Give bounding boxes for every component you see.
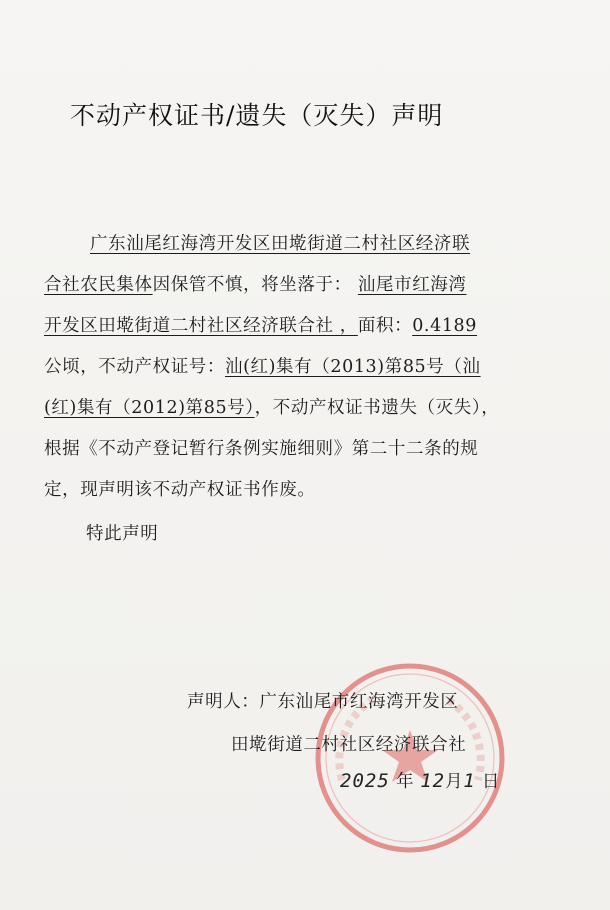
paragraph-line-7: 定，现声明该不动产权证书作废。	[44, 480, 316, 500]
declarant-label: 声明人：	[187, 692, 260, 712]
area-label: 面积：	[357, 316, 413, 336]
date-month: 12	[420, 770, 446, 792]
date-month-unit: 月	[445, 772, 464, 792]
paragraph-line-6: 根据《不动产登记暂行条例实施细则》第二十二条的规	[44, 439, 479, 459]
location-part1: 汕尾市红海湾	[357, 275, 467, 295]
declaration-date	[340, 768, 500, 793]
date-day: 1	[463, 770, 476, 792]
area-value: 0.4189	[412, 316, 478, 336]
text-fragment: ，不动产权证书遗失（灭失），	[254, 398, 500, 418]
declarant-line-2: 田墘街道二村社区经济联合社	[231, 735, 467, 755]
closing-statement: 特此声明	[86, 524, 159, 544]
cert-number-part2: (红)集有（2012)第85号）	[44, 398, 255, 418]
owner-name-part1: 广东汕尾红海湾开发区田墘街道二村社区经济联	[90, 234, 471, 254]
text-fragment: 因保管不慎，将坐落于：	[152, 275, 352, 295]
date-year: 2025	[340, 770, 390, 792]
cert-number-part1: 汕(红)集有（2013)第85号（汕	[225, 357, 481, 377]
paragraph-line-5	[44, 394, 499, 419]
owner-name-part2: 合社农民集体	[44, 275, 153, 295]
date-day-unit: 日	[481, 772, 500, 792]
paragraph-line-3	[44, 312, 477, 337]
paragraph-line-2	[44, 271, 467, 296]
paragraph-line-4	[44, 353, 481, 378]
date-year-unit: 年	[395, 772, 415, 792]
cert-number-label: 公顷，不动产权证号：	[44, 357, 225, 377]
declarant-name-part1: 广东汕尾市红海湾开发区	[259, 692, 459, 712]
paragraph-line-1	[90, 230, 470, 255]
declarant-line-1	[187, 688, 459, 713]
location-part2: 开发区田墘街道二村社区经济联合社 ，	[44, 316, 358, 336]
document-title: 不动产权证书/遗失（灭失）声明	[70, 101, 444, 130]
